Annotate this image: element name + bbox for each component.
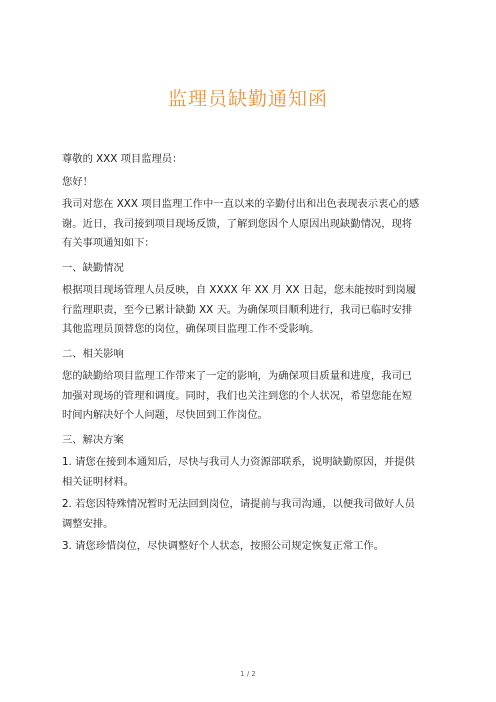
page-number: 1 / 2 <box>240 670 256 678</box>
intro-line: 有关事项通知如下： <box>62 237 155 249</box>
section-line: 行监理职责，至今已累计缺勤 XX 天。为确保项目顺利进行，我司已临时安排 <box>62 303 413 316</box>
section-heading: 一、缺勤情况 <box>62 261 124 274</box>
section-line: 根据项目现场管理人员反映，自 XXXX 年 XX 月 XX 日起，您未能按时到岗履 <box>62 284 417 296</box>
list-item: 2. 若您因特殊情况暂时无法回到岗位，请提前与我司沟通，以便我司做好人员 <box>62 498 415 510</box>
document-body <box>62 150 438 557</box>
section-line: 其他监理员顶替您的岗位，确保项目监理工作不受影响。 <box>62 323 320 335</box>
section-line: 您的缺勤给项目监理工作带来了一定的影响，为确保项目质量和进度，我司已 <box>62 370 413 382</box>
list-item: 调整安排。 <box>62 517 114 530</box>
section-line: 加强对现场的管理和调度。同时，我们也关注到您的个人状况，希望您能在短 <box>62 389 413 402</box>
section-heading: 三、解决方案 <box>62 433 124 446</box>
list-item: 相关证明材料。 <box>62 475 135 488</box>
list-item: 3. 请您珍惜岗位，尽快调整好个人状态，按照公司规定恢复正常工作。 <box>62 540 385 552</box>
list-item: 1. 请您在接到本通知后，尽快与我司人力资源部联系，说明缺勤原因，并提供 <box>62 456 415 468</box>
salutation: 尊敬的 XXX 项目监理员： <box>62 153 183 165</box>
section-heading: 二、相关影响 <box>62 347 124 360</box>
intro-line: 我司对您在 XXX 项目监理工作中一直以来的辛勤付出和出色表现表示衷心的感 <box>62 198 420 210</box>
section-line: 时间内解决好个人问题，尽快回到工作岗位。 <box>62 409 268 421</box>
intro-line: 谢。近日，我司接到项目现场反馈，了解到您因个人原因出现缺勤情况，现将 <box>62 217 413 230</box>
greeting: 您好！ <box>62 175 93 188</box>
document-title: 监理员缺勤通知函 <box>167 88 328 110</box>
